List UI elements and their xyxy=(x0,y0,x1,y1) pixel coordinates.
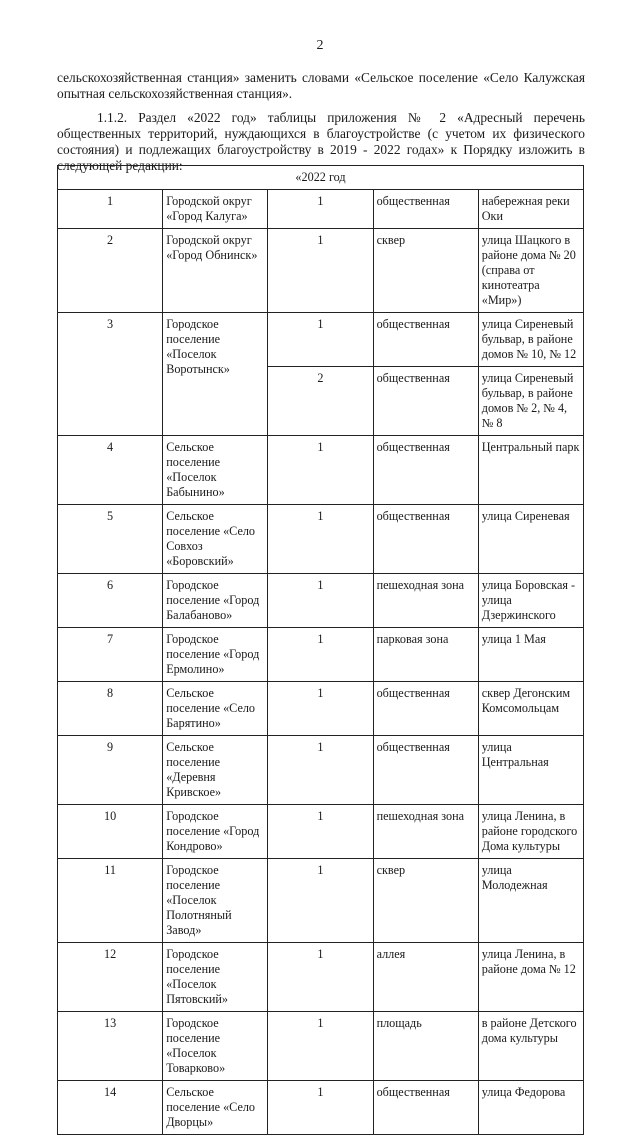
item-index: 1 xyxy=(268,736,373,805)
item-index: 1 xyxy=(268,436,373,505)
table-row xyxy=(58,628,584,682)
municipality-name: Городское поселение «Поселок Товарково» xyxy=(163,1012,268,1081)
table-row xyxy=(58,943,584,1012)
territory-address: улица 1 Мая xyxy=(478,628,583,682)
table-row xyxy=(58,1012,584,1081)
territory-type: пешеходная зона xyxy=(373,805,478,859)
municipality-name: Городской округ «Город Калуга» xyxy=(163,190,268,229)
row-number: 5 xyxy=(58,505,163,574)
item-index: 1 xyxy=(268,1081,373,1135)
territory-type: сквер xyxy=(373,229,478,313)
page-number: 2 xyxy=(316,38,324,53)
row-number: 9 xyxy=(58,736,163,805)
territory-address: улица Ленина, в районе городского Дома культуры xyxy=(478,805,583,859)
table-row xyxy=(58,1081,584,1135)
territory-address: улица Федорова xyxy=(478,1081,583,1135)
municipality-name: Городское поселение «Город Ермолино» xyxy=(163,628,268,682)
intro-paragraph-2: 1.1.2. Раздел «2022 год» таблицы приложения № 2 «Адресный перечень общественных территорий, нуждающихся в благоустройстве (с учетом их физического состояния) и подлежащих благоустройству в 2019 - 2022 годах» к Порядку изложить в следующей редакции: xyxy=(57,110,585,173)
municipality-name: Сельское поселение «Село Барятино» xyxy=(163,682,268,736)
municipality-name: Сельское поселение «Поселок Бабынино» xyxy=(163,436,268,505)
table-row xyxy=(58,574,584,628)
territory-type: площадь xyxy=(373,1012,478,1081)
territory-type: общественная xyxy=(373,505,478,574)
territory-type: парковая зона xyxy=(373,628,478,682)
territory-type: сквер xyxy=(373,859,478,943)
item-index: 1 xyxy=(268,805,373,859)
table-row xyxy=(58,313,584,367)
territory-address: улица Ленина, в районе дома № 12 xyxy=(478,943,583,1012)
territory-type: пешеходная зона xyxy=(373,574,478,628)
territories-table xyxy=(57,165,584,1135)
territory-type: общественная xyxy=(373,313,478,367)
item-index: 1 xyxy=(268,1012,373,1081)
territory-type: аллея xyxy=(373,943,478,1012)
territory-type: общественная xyxy=(373,436,478,505)
item-index: 1 xyxy=(268,229,373,313)
municipality-name: Сельское поселение «Село Дворцы» xyxy=(163,1081,268,1135)
row-number: 13 xyxy=(58,1012,163,1081)
intro-text xyxy=(57,70,585,174)
row-number: 7 xyxy=(58,628,163,682)
territory-address: улица Молодежная xyxy=(478,859,583,943)
table-row xyxy=(58,736,584,805)
territory-type: общественная xyxy=(373,682,478,736)
table-row xyxy=(58,859,584,943)
municipality-name: Городское поселение «Город Кондрово» xyxy=(163,805,268,859)
item-index: 1 xyxy=(268,190,373,229)
territory-address: улица Центральная xyxy=(478,736,583,805)
item-index: 1 xyxy=(268,574,373,628)
municipality-name: Городской округ «Город Обнинск» xyxy=(163,229,268,313)
territory-type: общественная xyxy=(373,1081,478,1135)
territory-address: улица Боровская - улица Дзержинского xyxy=(478,574,583,628)
municipality-name: Городское поселение «Поселок Воротынск» xyxy=(163,313,268,436)
territories-table-body xyxy=(58,166,584,1135)
municipality-name: Сельское поселение «Село Совхоз «Боровский» xyxy=(163,505,268,574)
item-index: 1 xyxy=(268,943,373,1012)
table-row xyxy=(58,805,584,859)
row-number: 4 xyxy=(58,436,163,505)
municipality-name: Городское поселение «Поселок Пятовский» xyxy=(163,943,268,1012)
item-index: 1 xyxy=(268,313,373,367)
item-index: 2 xyxy=(268,367,373,436)
territory-type: общественная xyxy=(373,190,478,229)
row-number: 12 xyxy=(58,943,163,1012)
municipality-name: Городское поселение «Город Балабаново» xyxy=(163,574,268,628)
table-row xyxy=(58,682,584,736)
territory-address: в районе Детского дома культуры xyxy=(478,1012,583,1081)
row-number: 6 xyxy=(58,574,163,628)
year-header-row xyxy=(58,166,584,190)
row-number: 2 xyxy=(58,229,163,313)
territory-type: общественная xyxy=(373,367,478,436)
territory-address: улица Сиреневый бульвар, в районе домов № 2, № 4, № 8 xyxy=(478,367,583,436)
territory-address: улица Шацкого в районе дома № 20 (справа от кинотеатра «Мир») xyxy=(478,229,583,313)
municipality-name: Городское поселение «Поселок Полотняный Завод» xyxy=(163,859,268,943)
table-row xyxy=(58,436,584,505)
municipality-name: Сельское поселение «Деревня Кривское» xyxy=(163,736,268,805)
territory-type: общественная xyxy=(373,736,478,805)
row-number: 3 xyxy=(58,313,163,436)
year-header: «2022 год xyxy=(58,166,584,190)
territory-address: сквер Дегонским Комсомольцам xyxy=(478,682,583,736)
item-index: 1 xyxy=(268,505,373,574)
row-number: 14 xyxy=(58,1081,163,1135)
item-index: 1 xyxy=(268,628,373,682)
row-number: 11 xyxy=(58,859,163,943)
item-index: 1 xyxy=(268,859,373,943)
table-row xyxy=(58,505,584,574)
territory-address: улица Сиреневая xyxy=(478,505,583,574)
item-index: 1 xyxy=(268,682,373,736)
row-number: 10 xyxy=(58,805,163,859)
intro-paragraph-1: сельскохозяйственная станция» заменить словами «Сельское поселение «Село Калужская опытная сельскохозяйственная станция». xyxy=(57,70,585,101)
row-number: 8 xyxy=(58,682,163,736)
territory-address: улица Сиреневый бульвар, в районе домов № 10, № 12 xyxy=(478,313,583,367)
territory-address: набережная реки Оки xyxy=(478,190,583,229)
territory-address: Центральный парк xyxy=(478,436,583,505)
row-number: 1 xyxy=(58,190,163,229)
table-row xyxy=(58,190,584,229)
table-row xyxy=(58,229,584,313)
